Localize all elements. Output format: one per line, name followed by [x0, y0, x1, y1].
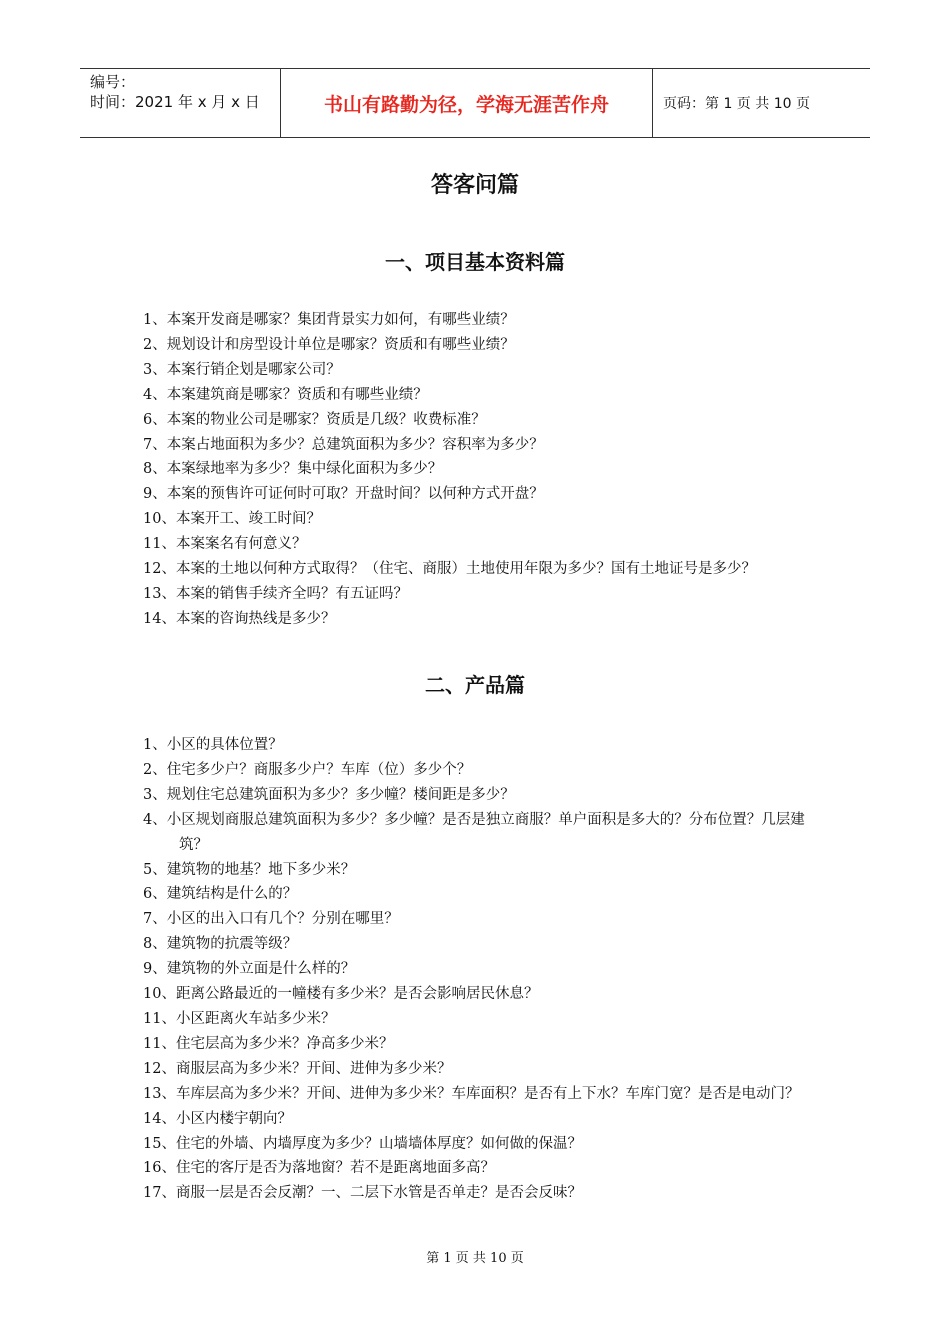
- section-heading-product: 二、产品篇: [425, 673, 525, 697]
- question-list-product: [143, 733, 815, 1206]
- question-item: 8、建筑物的抗震等级？: [143, 936, 298, 953]
- question-item: 1、小区的具体位置？: [143, 737, 283, 753]
- question-item: 15、住宅的外墙、内墙厚度为多少？山墙墙体厚度？如何做的保温？: [143, 1135, 582, 1152]
- question-item: 14、小区内楼宇朝向？: [143, 1110, 292, 1127]
- question-item: 1、本案开发商是哪家？集团背景实力如何，有哪些业绩？: [143, 312, 515, 328]
- question-item: 11、本案案名有何意义？: [143, 536, 307, 553]
- question-item: 11、小区距离火车站多少米？: [143, 1010, 336, 1027]
- question-item: 7、小区的出入口有几个？分别在哪里？: [143, 911, 399, 928]
- header-page-info: 页码：第 1 页 共 10 页: [663, 96, 810, 112]
- question-item: 3、规划住宅总建筑面积为多少？多少幢？楼间距是多少？: [143, 786, 515, 803]
- header-motto: 书山有路勤为径，学海无涯苦作舟: [281, 69, 653, 137]
- question-item: 5、建筑物的地基？地下多少米？: [143, 861, 356, 878]
- question-item: 10、距离公路最近的一幢楼有多少米？是否会影响居民休息？: [143, 986, 539, 1003]
- header-meta: [80, 69, 281, 137]
- question-item: 6、建筑结构是什么的？: [143, 886, 298, 903]
- question-item: 10、本案开工、竣工时间？: [143, 511, 321, 528]
- question-item: 16、住宅的客厅是否为落地窗？若不是距离地面多高？: [143, 1160, 495, 1177]
- document-number-label: 编号：: [90, 73, 136, 91]
- question-item: 2、规划设计和房型设计单位是哪家？资质和有哪些业绩？: [143, 336, 515, 353]
- question-item: 3、本案行销企划是哪家公司？: [143, 361, 341, 378]
- question-item: 8、本案绿地率为多少？集中绿化面积为多少？: [143, 461, 443, 478]
- question-item: 4、小区规划商服总建筑面积为多少？多少幢？是否是独立商服？单户面积是多大的？分布位置？几层建筑？: [143, 811, 805, 853]
- question-item: 12、商服层高为多少米？开间、进伸为多少米？: [143, 1060, 452, 1077]
- question-item: 13、本案的销售手续齐全吗？有五证吗？: [143, 585, 408, 602]
- question-item: 9、建筑物的外立面是什么样的？: [143, 961, 356, 978]
- question-item: 9、本案的预售许可证何时可取？开盘时间？以何种方式开盘？: [143, 486, 544, 503]
- document-header: [80, 68, 870, 138]
- question-item: 14、本案的咨询热线是多少？: [143, 610, 336, 627]
- question-item: 4、本案建筑商是哪家？资质和有哪些业绩？: [143, 386, 428, 403]
- question-item: 17、商服一层是否会反潮？一、二层下水管是否单走？是否会反味？: [143, 1185, 582, 1202]
- question-list-basic-info: [143, 308, 815, 632]
- question-item: 6、本案的物业公司是哪家？资质是几级？收费标准？: [143, 411, 486, 428]
- question-item: 7、本案占地面积为多少？总建筑面积为多少？容积率为多少？: [143, 436, 544, 453]
- document-date: 时间：2021 年 x 月 x 日: [90, 93, 260, 111]
- question-item: 12、本案的土地以何种方式取得？（住宅、商服）土地使用年限为多少？国有土地证号是多少？: [143, 561, 756, 578]
- section-heading-basic-info: 一、项目基本资料篇: [385, 250, 565, 274]
- question-item: 13、车库层高为多少米？开间、进伸为多少米？车库面积？是否有上下水？车库门宽？是否是电动门？: [143, 1085, 800, 1102]
- page-footer: 第 1 页 共 10 页: [426, 1251, 524, 1266]
- document-title: 答客问篇: [430, 173, 519, 198]
- question-item: 11、住宅层高为多少米？净高多少米？: [143, 1035, 394, 1052]
- question-item: 2、住宅多少户？商服多少户？车库（位）多少个？: [143, 761, 472, 778]
